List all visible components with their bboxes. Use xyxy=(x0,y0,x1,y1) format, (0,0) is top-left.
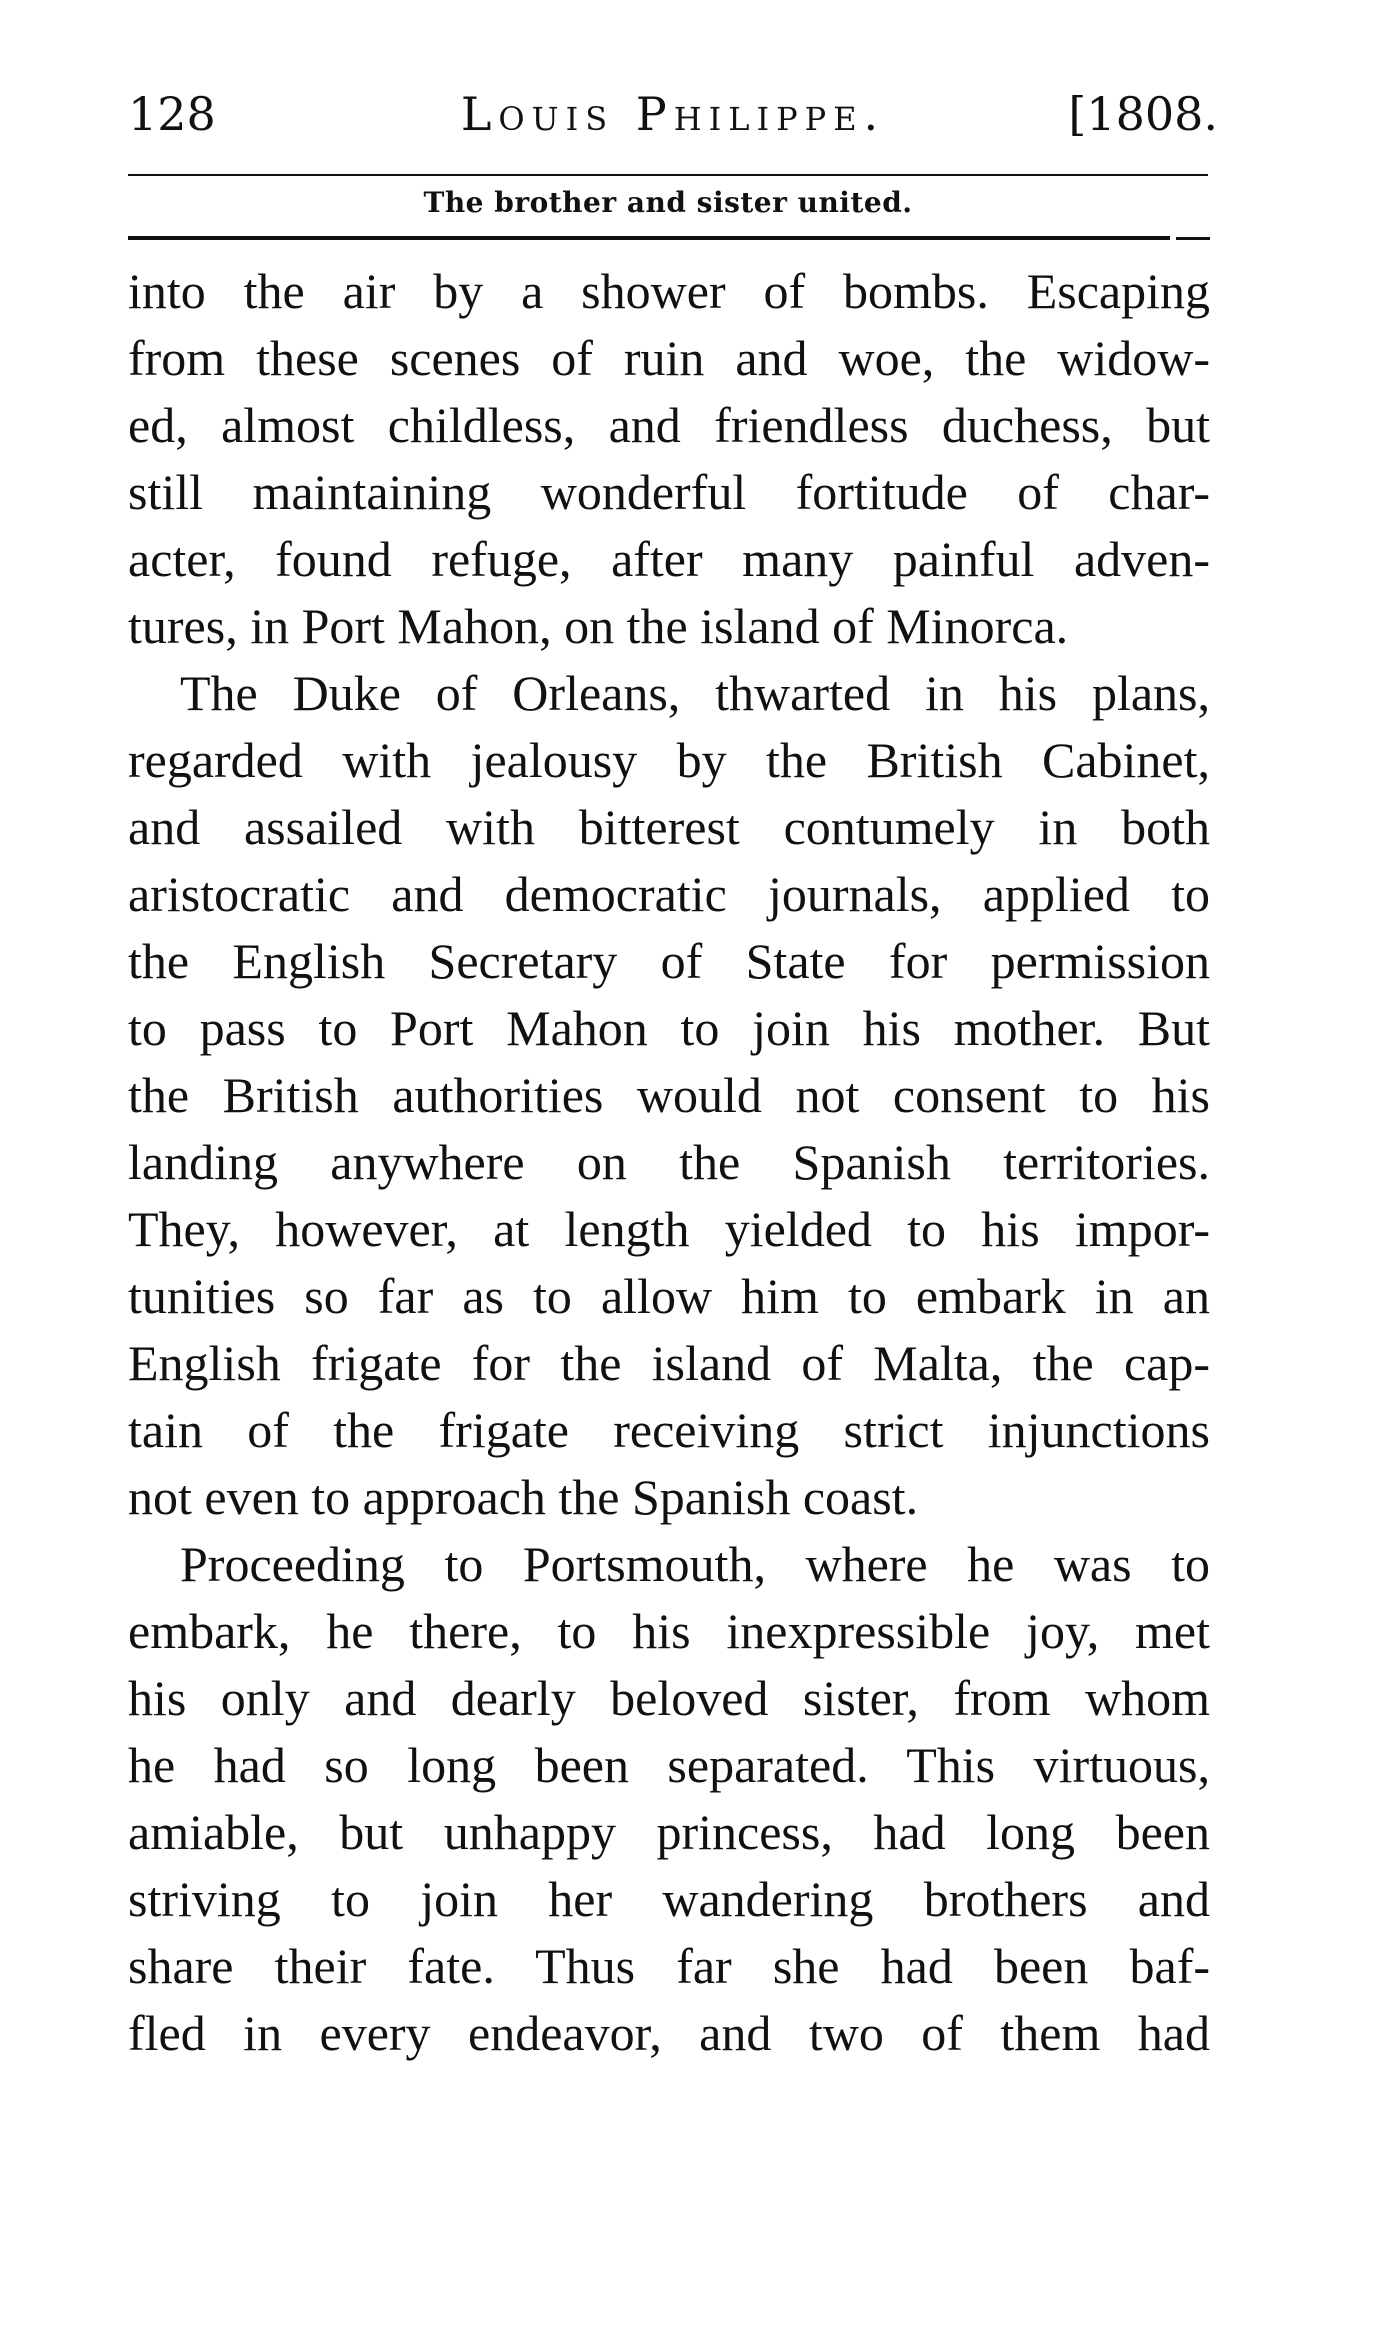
text-line: They, however, at length yielded to his impor- xyxy=(128,1201,1210,1257)
text-line: embark, he there, to his inexpressible joy, met xyxy=(128,1603,1210,1659)
text-line: from these scenes of ruin and woe, the widow- xyxy=(128,330,1210,386)
text-line: tain of the frigate receiving strict injunctions xyxy=(128,1402,1210,1458)
text-line: acter, found refuge, after many painful adven- xyxy=(128,531,1210,587)
book-title: Louis Philippe. xyxy=(460,87,886,141)
text-line: his only and dearly beloved sister, from whom xyxy=(128,1670,1210,1726)
text-line: The Duke of Orleans, thwarted in his plans, xyxy=(180,665,1210,721)
text-line: into the air by a shower of bombs. Escaping xyxy=(128,263,1210,319)
text-line: regarded with jealousy by the British Cabinet, xyxy=(128,732,1210,788)
text-line: amiable, but unhappy princess, had long been xyxy=(128,1804,1210,1860)
text-line: share their fate. Thus far she had been baf- xyxy=(128,1938,1210,1994)
text-line: still maintaining wonderful fortitude of char- xyxy=(128,464,1210,520)
running-head xyxy=(128,78,1218,150)
body-text xyxy=(128,258,1210,2067)
text-line: tures, in Port Mahon, on the island of Minorca. xyxy=(128,598,1069,654)
text-line: striving to join her wandering brothers and xyxy=(128,1871,1210,1927)
text-line: not even to approach the Spanish coast. xyxy=(128,1469,919,1525)
text-line: English frigate for the island of Malta, the cap- xyxy=(128,1335,1210,1391)
text-line: and assailed with bitterest contumely in both xyxy=(128,799,1210,855)
year-marker: [1808. xyxy=(1068,87,1218,141)
text-line: to pass to Port Mahon to join his mother. But xyxy=(128,1000,1210,1056)
section-subheading: The brother and sister united. xyxy=(423,186,913,219)
text-line: fled in every endeavor, and two of them had xyxy=(128,2005,1210,2061)
subheading-rule-tail xyxy=(1176,237,1210,240)
text-line: the English Secretary of State for permission xyxy=(128,933,1210,989)
text-line: he had so long been separated. This virtuous, xyxy=(128,1737,1210,1793)
text-line: Proceeding to Portsmouth, where he was to xyxy=(180,1536,1210,1592)
subheading-rule xyxy=(128,236,1170,240)
header-rule xyxy=(128,174,1208,176)
text-line: ed, almost childless, and friendless duchess, but xyxy=(128,397,1210,453)
text-line: landing anywhere on the Spanish territories. xyxy=(128,1134,1210,1190)
text-line: the British authorities would not consent to his xyxy=(128,1067,1210,1123)
text-line: tunities so far as to allow him to embark in an xyxy=(128,1268,1210,1324)
page-number: 128 xyxy=(128,87,216,141)
text-line: aristocratic and democratic journals, applied to xyxy=(128,866,1210,922)
